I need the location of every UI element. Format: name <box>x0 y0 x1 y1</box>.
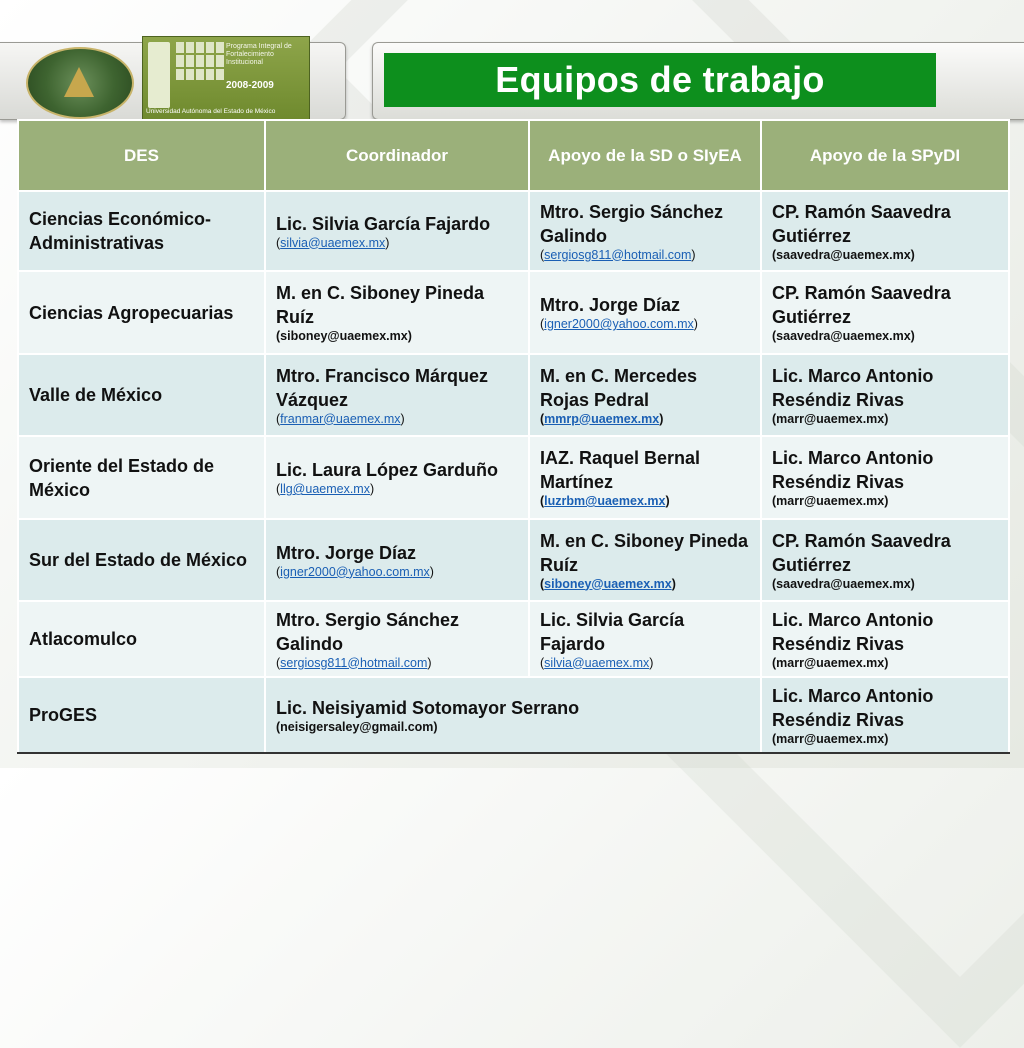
des-name: Oriente del Estado de México <box>29 455 215 500</box>
person-name: M. en C. Siboney Pineda Ruíz <box>276 283 485 327</box>
page-title: Equipos de trabajo <box>384 53 936 107</box>
des-cell <box>18 436 265 519</box>
person-name: Mtro. Sergio Sánchez Galindo <box>540 201 724 246</box>
person-name: CP. Ramón Saavedra Gutiérrez <box>772 283 951 327</box>
coordinador-cell: M. en C. Siboney Pineda Ruíz (siboney@uaemex.mx) <box>265 271 529 354</box>
table-row <box>18 191 1009 271</box>
person-name: CP. Ramón Saavedra Gutiérrez <box>772 201 951 246</box>
table-row <box>18 519 1009 601</box>
person-name: IAZ. Raquel Bernal Martínez <box>540 448 701 492</box>
email-link[interactable]: mmrp@uaemex.mx <box>544 411 660 426</box>
apoyo-spydi-cell: Lic. Marco Antonio Reséndiz Rivas (marr@uaemex.mx) <box>761 354 1009 436</box>
coordinador-cell: Mtro. Jorge Díaz (igner2000@yahoo.com.mx) <box>265 519 529 601</box>
email-text: saavedra@uaemex.mx <box>776 247 911 262</box>
person-name: Mtro. Jorge Díaz <box>276 542 417 563</box>
coordinador-merged-cell: Lic. Neisiyamid Sotomayor Serrano (neisigersaley@gmail.com) <box>265 677 761 753</box>
des-name: Atlacomulco <box>29 629 138 649</box>
coordinador-cell: Lic. Laura López Garduño (llg@uaemex.mx) <box>265 436 529 519</box>
pifi-university: Universidad Autónoma del Estado de México <box>146 108 276 115</box>
table-row <box>18 601 1009 677</box>
header-apoyo-spydi: Apoyo de la SPyDI <box>761 120 1009 191</box>
email-link[interactable]: silvia@uaemex.mx <box>544 655 650 670</box>
des-cell <box>18 354 265 436</box>
email-text: saavedra@uaemex.mx <box>776 329 911 343</box>
des-cell <box>18 601 265 677</box>
apoyo-spydi-cell: Lic. Marco Antonio Reséndiz Rivas (marr@uaemex.mx) <box>761 677 1009 753</box>
apoyo-sd-cell: Mtro. Jorge Díaz (igner2000@yahoo.com.mx) <box>529 271 761 354</box>
email-link[interactable]: llg@uaemex.mx <box>280 482 370 496</box>
header-des: DES <box>18 120 265 191</box>
apoyo-spydi-cell: CP. Ramón Saavedra Gutiérrez (saavedra@uaemex.mx) <box>761 271 1009 354</box>
email-text: marr@uaemex.mx <box>776 731 885 746</box>
uaem-seal-icon <box>26 47 134 119</box>
apoyo-sd-cell: Lic. Silvia García Fajardo (silvia@uaemex.mx) <box>529 601 761 677</box>
table-row <box>18 354 1009 436</box>
pifi-grid-icon <box>176 42 224 80</box>
email-text: marr@uaemex.mx <box>776 655 885 670</box>
email-link[interactable]: sergiosg811@hotmail.com <box>280 655 428 670</box>
apoyo-spydi-cell: CP. Ramón Saavedra Gutiérrez (saavedra@uaemex.mx) <box>761 191 1009 271</box>
person-name: Lic. Marco Antonio Reséndiz Rivas <box>772 609 934 654</box>
des-name: Sur del Estado de México <box>29 550 248 570</box>
coordinador-cell: Mtro. Francisco Márquez Vázquez (franmar@uaemex.mx) <box>265 354 529 436</box>
coordinador-cell: Lic. Silvia García Fajardo (silvia@uaemex.mx) <box>265 191 529 271</box>
teams-table <box>17 119 1010 754</box>
header-coordinador: Coordinador <box>265 120 529 191</box>
apoyo-sd-cell: M. en C. Siboney Pineda Ruíz (siboney@uaemex.mx) <box>529 519 761 601</box>
table-header-row <box>18 120 1009 191</box>
apoyo-spydi-cell: Lic. Marco Antonio Reséndiz Rivas (marr@uaemex.mx) <box>761 601 1009 677</box>
header-apoyo-sd: Apoyo de la SD o SIyEA <box>529 120 761 191</box>
apoyo-sd-cell: Mtro. Sergio Sánchez Galindo (sergiosg811@hotmail.com) <box>529 191 761 271</box>
apoyo-sd-cell: IAZ. Raquel Bernal Martínez (luzrbm@uaemex.mx) <box>529 436 761 519</box>
des-cell <box>18 191 265 271</box>
email-link[interactable]: siboney@uaemex.mx <box>544 576 672 591</box>
table-row <box>18 436 1009 519</box>
email-link[interactable]: igner2000@yahoo.com.mx <box>544 317 694 331</box>
person-name: CP. Ramón Saavedra Gutiérrez <box>772 530 951 575</box>
email-link[interactable]: franmar@uaemex.mx <box>280 411 401 426</box>
des-cell <box>18 519 265 601</box>
apoyo-spydi-cell: Lic. Marco Antonio Reséndiz Rivas (marr@uaemex.mx) <box>761 436 1009 519</box>
person-name: M. en C. Siboney Pineda Ruíz <box>540 530 749 575</box>
des-name: ProGES <box>29 705 98 725</box>
email-link[interactable]: luzrbm@uaemex.mx <box>544 494 666 508</box>
email-text: marr@uaemex.mx <box>776 411 885 426</box>
pifi-mark-icon <box>148 42 170 108</box>
des-cell <box>18 677 265 753</box>
email-text: saavedra@uaemex.mx <box>776 576 911 591</box>
pifi-program-text: Programa Integral de Fortalecimiento Institucional <box>226 43 292 66</box>
person-name: M. en C. Mercedes Rojas Pedral <box>540 365 698 410</box>
table-row <box>18 677 1009 753</box>
email-text: marr@uaemex.mx <box>776 494 885 508</box>
person-name: Lic. Laura López Garduño <box>276 460 499 480</box>
apoyo-spydi-cell: CP. Ramón Saavedra Gutiérrez (saavedra@uaemex.mx) <box>761 519 1009 601</box>
person-name: Mtro. Jorge Díaz <box>540 295 681 315</box>
des-name: Ciencias Agropecuarias <box>29 302 234 323</box>
coordinador-cell: Mtro. Sergio Sánchez Galindo (sergiosg811@hotmail.com) <box>265 601 529 677</box>
apoyo-sd-cell: M. en C. Mercedes Rojas Pedral (mmrp@uaemex.mx) <box>529 354 761 436</box>
person-name: Lic. Silvia García Fajardo <box>276 213 491 234</box>
des-cell <box>18 271 265 354</box>
person-name: Mtro. Francisco Márquez Vázquez <box>276 365 489 410</box>
person-name: Lic. Marco Antonio Reséndiz Rivas <box>772 365 934 410</box>
person-name: Mtro. Sergio Sánchez Galindo <box>276 609 460 654</box>
email-link[interactable]: igner2000@yahoo.com.mx <box>280 564 430 579</box>
email-text: siboney@uaemex.mx <box>280 329 408 343</box>
email-link[interactable]: silvia@uaemex.mx <box>280 235 386 250</box>
person-name: Lic. Marco Antonio Reséndiz Rivas <box>772 448 934 492</box>
pifi-years: 2008-2009 <box>226 80 274 91</box>
des-name: Ciencias Económico-Administrativas <box>29 209 212 253</box>
person-name: Lic. Silvia García Fajardo <box>540 609 685 654</box>
email-link[interactable]: sergiosg811@hotmail.com <box>544 247 692 262</box>
des-name: Valle de México <box>29 385 163 405</box>
person-name: Lic. Marco Antonio Reséndiz Rivas <box>772 685 934 730</box>
person-name: Lic. Neisiyamid Sotomayor Serrano <box>276 697 580 718</box>
table-row <box>18 271 1009 354</box>
email-text: neisigersaley@gmail.com <box>280 719 434 734</box>
